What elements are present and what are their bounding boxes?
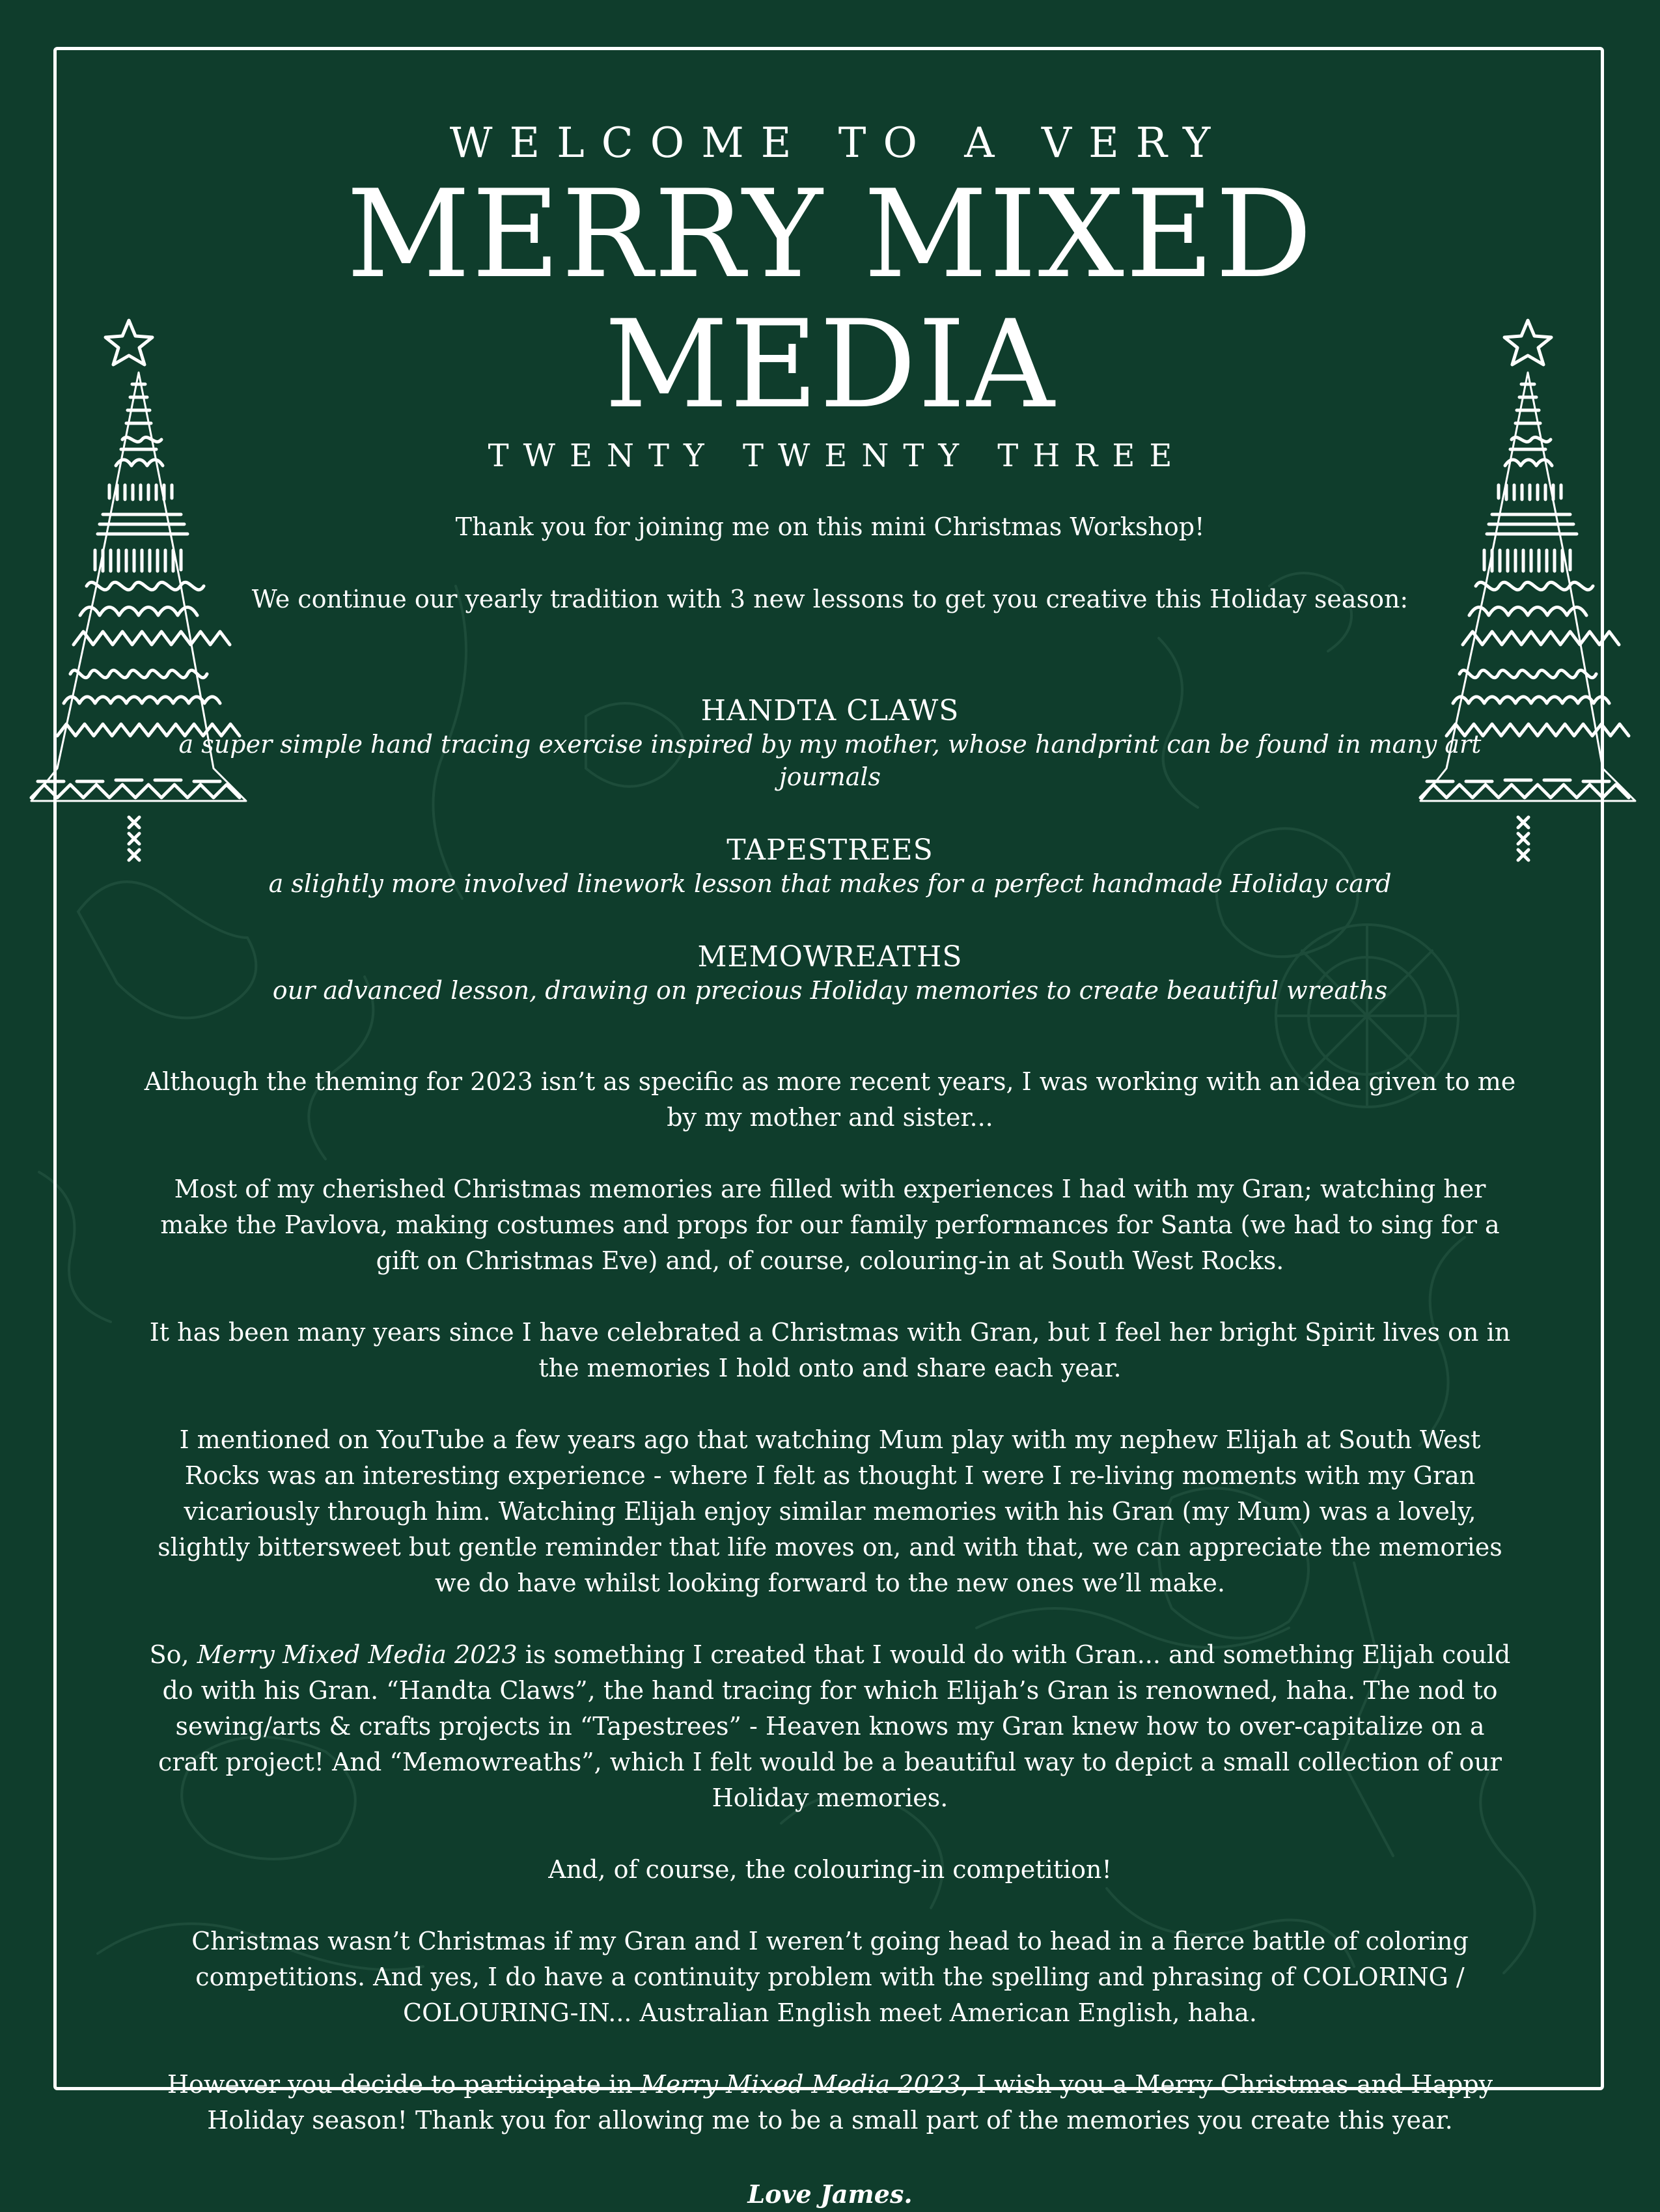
body-paragraph-theming: Although the theming for 2023 isn’t as specific as more recent years, I was working with an idea given to me by my mother and sister... [144, 1067, 1516, 1132]
intro-thanks: Thank you for joining me on this mini Christmas Workshop! [455, 512, 1205, 541]
text-span: So, [149, 1640, 197, 1669]
text-span: , I wish you a Merry Christmas and Happy Holiday season! Thank you for allowing me to be a small part of the memories you create this year. [207, 2070, 1493, 2135]
lesson-memowreaths [143, 940, 1517, 1007]
body-paragraph-coloring: Christmas wasn’t Christmas if my Gran and I weren’t going head to head in a fierce battle of coloring competitions. And yes, I do have a continuity problem with the spelling and phrasing of COLORING / COLOURING-IN... Australian English meet American English, haha. [191, 1927, 1469, 2027]
body-paragraph-creation [143, 1637, 1517, 1816]
letter-content [143, 117, 1517, 2212]
lesson-description: a super simple hand tracing exercise inspired by my mother, whose handprint can be found in many art journals [178, 730, 1482, 791]
lesson-title: MEMOWREATHS [697, 940, 963, 973]
year-subtitle: TWENTY TWENTY THREE [488, 438, 1187, 474]
body-paragraph-closing [143, 2067, 1517, 2138]
body-paragraph-spirit: It has been many years since I have celebrated a Christmas with Gran, but I feel her bright Spirit lives on in the memories I hold onto and share each year. [149, 1318, 1511, 1382]
body-paragraph-competition: And, of course, the colouring-in competition! [548, 1855, 1112, 1884]
lesson-description: our advanced lesson, drawing on precious Holiday memories to create beautiful wreaths [272, 976, 1388, 1005]
workshop-name-italic: Merry Mixed Media 2023 [197, 1640, 518, 1669]
text-span: However you decide to participate in [167, 2070, 641, 2099]
intro-tradition: We continue our yearly tradition with 3 new lessons to get you creative this Holiday season: [251, 585, 1409, 613]
workshop-name-italic: Merry Mixed Media 2023 [640, 2070, 961, 2099]
welcome-kicker: WELCOME TO A VERY [449, 119, 1228, 167]
lesson-handta-claws [143, 694, 1517, 793]
lesson-title: HANDTA CLAWS [700, 694, 960, 727]
page-title: MERRY MIXED MEDIA [346, 163, 1314, 435]
body-paragraph-youtube: I mentioned on YouTube a few years ago that watching Mum play with my nephew Elijah at South West Rocks was an interesting experience - where I felt as thought I were I re-living moments with my Gran vicariously through him. Watching Elijah enjoy similar memories with his Gran (my Mum) was a lovely, slightly bittersweet but gentle reminder that life moves on, and with that, we can appreciate the memories we do have whilst looking forward to the new ones we’ll make. [158, 1425, 1502, 1597]
body-paragraph-gran-memories: Most of my cherished Christmas memories are filled with experiences I had with my Gran; watching her make the Pavlova, making costumes and props for our family performances for Santa (we had to sing for a gift on Christmas Eve) and, of course, colouring-in at South West Rocks. [160, 1175, 1500, 1275]
signoff: Love James. [747, 2179, 913, 2209]
lesson-tapestrees [143, 833, 1517, 900]
lesson-title: TAPESTREES [726, 833, 934, 867]
lesson-description: a slightly more involved linework lesson that makes for a perfect handmade Holiday card [268, 869, 1392, 898]
text-span: is something I created that I would do with Gran... and something Elijah could do with his Gran. “Handta Claws”, the hand tracing for which Elijah’s Gran is renowned, haha. The nod to sewing/arts & crafts projects in “Tapestrees” - Heaven knows my Gran knew how to over-capitalize on a craft project! And “Memowreaths”, which I felt would be a beautiful way to depict a small collection of our Holiday memories. [158, 1640, 1511, 1812]
